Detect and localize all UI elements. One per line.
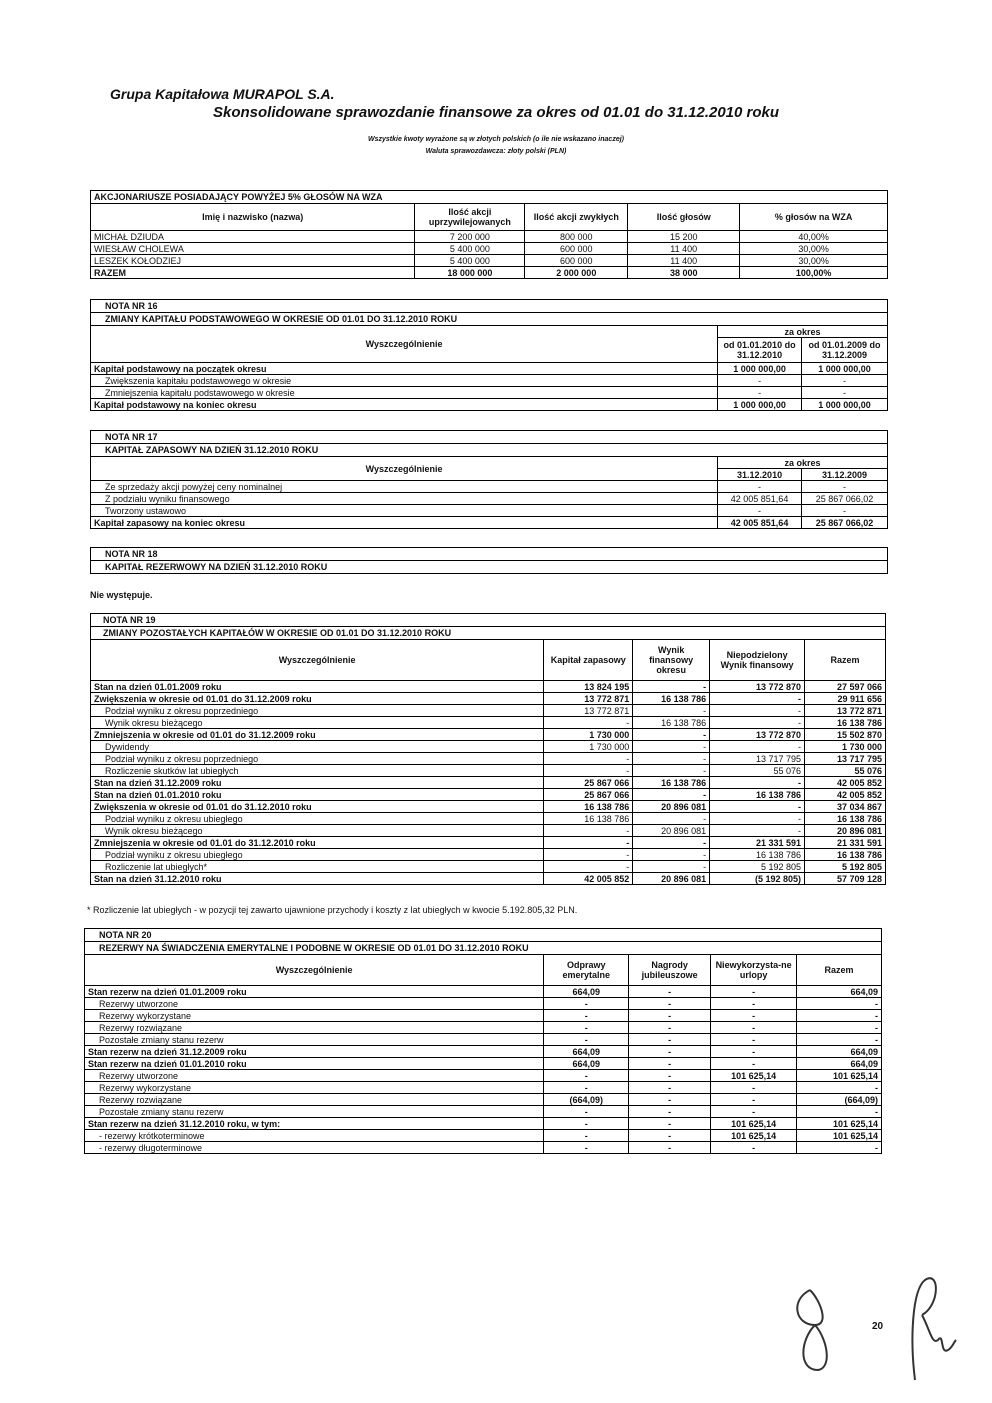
note-title: ZMIANY KAPITAŁU PODSTAWOWEGO W OKRESIE OD 01.01 DO 31.12.2010 ROKU bbox=[91, 313, 888, 326]
cell-value: 42 005 851,64 bbox=[718, 493, 802, 505]
cell-value: - bbox=[711, 1010, 797, 1022]
cell-value: 16 138 786 bbox=[633, 777, 710, 789]
cell-value: 2 000 000 bbox=[525, 267, 628, 279]
table-row bbox=[91, 741, 886, 753]
cell-value: 1 000 000,00 bbox=[802, 399, 888, 411]
cell-value: 16 138 786 bbox=[805, 813, 886, 825]
table-row bbox=[91, 813, 886, 825]
cell-value: - bbox=[802, 387, 888, 399]
cell-value: 664,09 bbox=[797, 986, 882, 998]
cell-value: - bbox=[629, 986, 711, 998]
table-row bbox=[91, 399, 888, 411]
table-row bbox=[85, 1046, 882, 1058]
cell-value: 7 200 000 bbox=[415, 231, 525, 243]
row-label: Zwiększenia w okresie od 01.01 do 31.12.2010 roku bbox=[91, 801, 544, 813]
note16-table bbox=[90, 299, 888, 411]
table-row bbox=[91, 717, 886, 729]
row-label: Stan na dzień 01.01.2009 roku bbox=[91, 681, 544, 693]
col-header: Niewykorzysta-ne urlopy bbox=[711, 955, 797, 986]
cell-value: 16 138 786 bbox=[710, 849, 805, 861]
cell-value: - bbox=[629, 1046, 711, 1058]
row-label: Stan na dzień 01.01.2010 roku bbox=[91, 789, 544, 801]
cell-value: 664,09 bbox=[544, 1058, 629, 1070]
table-row bbox=[91, 849, 886, 861]
cell-value: 1 000 000,00 bbox=[718, 363, 802, 375]
row-label: Rezerwy wykorzystane bbox=[85, 1010, 544, 1022]
cell-value: - bbox=[710, 813, 805, 825]
cell-value: - bbox=[544, 1010, 629, 1022]
cell-value: 20 896 081 bbox=[633, 825, 710, 837]
cell-value: 101 625,14 bbox=[711, 1118, 797, 1130]
cell-value: - bbox=[633, 789, 710, 801]
cell-value: - bbox=[797, 1142, 882, 1154]
cell-value: 15 502 870 bbox=[805, 729, 886, 741]
cell-value: 11 400 bbox=[628, 243, 740, 255]
note-number: NOTA NR 16 bbox=[91, 300, 888, 313]
cell-value: 101 625,14 bbox=[797, 1130, 882, 1142]
col-header: % głosów na WZA bbox=[740, 204, 888, 231]
col-header: Wyszczególnienie bbox=[91, 326, 718, 363]
cell-value: - bbox=[544, 1118, 629, 1130]
table-row bbox=[91, 693, 886, 705]
cell-value: - bbox=[544, 861, 633, 873]
cell-value: 25 867 066 bbox=[544, 789, 633, 801]
col-header: Niepodzielony Wynik finansowy bbox=[710, 640, 805, 681]
cell-value: 11 400 bbox=[628, 255, 740, 267]
table-row bbox=[91, 363, 888, 375]
table-row bbox=[91, 231, 888, 243]
cell-value: - bbox=[710, 741, 805, 753]
period-header: od 01.01.2010 do 31.12.2010 bbox=[718, 338, 802, 363]
cell-value: - bbox=[629, 1022, 711, 1034]
cell-value: - bbox=[629, 1034, 711, 1046]
cell-value: 1 000 000,00 bbox=[718, 399, 802, 411]
table-row bbox=[91, 243, 888, 255]
cell-value: 5 192 805 bbox=[710, 861, 805, 873]
date-header: 31.12.2010 bbox=[718, 469, 802, 481]
col-header: Wynik finansowy okresu bbox=[633, 640, 710, 681]
cell-value: - bbox=[544, 837, 633, 849]
cell-value: - bbox=[629, 1130, 711, 1142]
cell-value: 25 867 066 bbox=[544, 777, 633, 789]
cell-value: - bbox=[802, 375, 888, 387]
cell-value: - bbox=[797, 1082, 882, 1094]
cell-value: 25 867 066,02 bbox=[802, 517, 888, 529]
shareholders-title: AKCJONARIUSZE POSIADAJĄCY POWYŻEJ 5% GŁOSÓW NA WZA bbox=[91, 191, 888, 204]
cell-value: 29 911 656 bbox=[805, 693, 886, 705]
row-label: Podział wyniku z okresu ubiegłego bbox=[91, 849, 544, 861]
cell-value: - bbox=[544, 1022, 629, 1034]
col-header: Wyszczególnienie bbox=[85, 955, 544, 986]
row-label: Dywidendy bbox=[91, 741, 544, 753]
col-header: Imię i nazwisko (nazwa) bbox=[91, 204, 415, 231]
cell-value: - bbox=[711, 1082, 797, 1094]
note-number: NOTA NR 19 bbox=[91, 614, 886, 627]
cell-value: 55 076 bbox=[805, 765, 886, 777]
cell-value: - bbox=[797, 998, 882, 1010]
cell-value: (664,09) bbox=[544, 1094, 629, 1106]
col-header: Wyszczególnienie bbox=[91, 640, 544, 681]
row-label: Stan na dzień 31.12.2009 roku bbox=[91, 777, 544, 789]
cell-value: 1 000 000,00 bbox=[802, 363, 888, 375]
cell-value: 42 005 852 bbox=[805, 777, 886, 789]
table-row bbox=[85, 1010, 882, 1022]
row-label: Pozostałe zmiany stanu rezerw bbox=[85, 1034, 544, 1046]
cell-value: - bbox=[633, 741, 710, 753]
cell-value: - bbox=[544, 825, 633, 837]
row-label: Rezerwy wykorzystane bbox=[85, 1082, 544, 1094]
cell-value: - bbox=[711, 1046, 797, 1058]
cell-value: - bbox=[629, 1118, 711, 1130]
cell-value: (664,09) bbox=[797, 1094, 882, 1106]
row-label: - rezerwy krótkoterminowe bbox=[85, 1130, 544, 1142]
cell-value: 37 034 867 bbox=[805, 801, 886, 813]
cell-value: - bbox=[711, 1058, 797, 1070]
row-label: MICHAŁ DZIUDA bbox=[91, 231, 415, 243]
table-row bbox=[91, 837, 886, 849]
currency-note: Waluta sprawozdawcza: złoty polski (PLN) bbox=[425, 148, 567, 155]
cell-value: - bbox=[544, 1106, 629, 1118]
cell-value: 664,09 bbox=[797, 1058, 882, 1070]
cell-value: - bbox=[710, 777, 805, 789]
cell-value: - bbox=[711, 1022, 797, 1034]
table-row bbox=[85, 1070, 882, 1082]
row-label: Rezerwy utworzone bbox=[85, 998, 544, 1010]
note-title: KAPITAŁ ZAPASOWY NA DZIEŃ 31.12.2010 ROKU bbox=[91, 444, 888, 457]
cell-value: - bbox=[797, 1022, 882, 1034]
cell-value: 18 000 000 bbox=[415, 267, 525, 279]
note-number: NOTA NR 20 bbox=[85, 929, 882, 942]
row-label: Kapitał podstawowy na początek okresu bbox=[91, 363, 718, 375]
row-label: Rezerwy utworzone bbox=[85, 1070, 544, 1082]
row-label: Zmniejszenia kapitału podstawowego w okresie bbox=[91, 387, 718, 399]
col-header: Ilość akcji uprzywilejowanych bbox=[415, 204, 525, 231]
cell-value: 13 772 870 bbox=[710, 729, 805, 741]
table-row bbox=[91, 861, 886, 873]
cell-value: 16 138 786 bbox=[805, 849, 886, 861]
amounts-note: Wszystkie kwoty wyrażone są w złotych polskich (o ile nie wskazano inaczej) bbox=[368, 136, 624, 143]
page-number: 20 bbox=[872, 1321, 884, 1332]
cell-value: 20 896 081 bbox=[633, 873, 710, 885]
table-row bbox=[85, 1094, 882, 1106]
cell-value: 30,00% bbox=[740, 243, 888, 255]
period-header: od 01.01.2009 do 31.12.2009 bbox=[802, 338, 888, 363]
col-header: Ilość akcji zwykłych bbox=[525, 204, 628, 231]
table-row bbox=[85, 1106, 882, 1118]
cell-value: 42 005 852 bbox=[805, 789, 886, 801]
note19-footnote: * Rozliczenie lat ubiegłych - w pozycji tej zawarto ujawnione przychody i koszty z lat ubiegłych w kwocie 5.192.805,32 PLN. bbox=[87, 905, 578, 915]
table-row bbox=[91, 801, 886, 813]
table-row bbox=[91, 753, 886, 765]
cell-value: - bbox=[633, 705, 710, 717]
cell-value: - bbox=[802, 505, 888, 517]
cell-value: 25 867 066,02 bbox=[802, 493, 888, 505]
row-label: Rozliczenie lat ubiegłych* bbox=[91, 861, 544, 873]
table-row bbox=[85, 986, 882, 998]
row-label: Stan rezerw na dzień 01.01.2009 roku bbox=[85, 986, 544, 998]
cell-value: - bbox=[633, 753, 710, 765]
cell-value: - bbox=[710, 705, 805, 717]
cell-value: (5 192 805) bbox=[710, 873, 805, 885]
note18-remark: Nie występuje. bbox=[90, 590, 153, 600]
table-row bbox=[85, 1058, 882, 1070]
cell-value: - bbox=[711, 986, 797, 998]
table-row bbox=[91, 705, 886, 717]
table-row bbox=[91, 481, 888, 493]
table-row bbox=[91, 729, 886, 741]
cell-value: - bbox=[544, 849, 633, 861]
cell-value: 664,09 bbox=[544, 986, 629, 998]
col-header: Kapitał zapasowy bbox=[544, 640, 633, 681]
cell-value: - bbox=[797, 1106, 882, 1118]
col-header: Razem bbox=[805, 640, 886, 681]
note17-table bbox=[90, 430, 888, 529]
cell-value: 27 597 066 bbox=[805, 681, 886, 693]
table-row bbox=[91, 825, 886, 837]
period-label: za okres bbox=[718, 457, 888, 469]
cell-value: 664,09 bbox=[544, 1046, 629, 1058]
table-row bbox=[91, 505, 888, 517]
cell-value: 1 730 000 bbox=[544, 741, 633, 753]
cell-value: 21 331 591 bbox=[805, 837, 886, 849]
table-row bbox=[91, 375, 888, 387]
cell-value: 20 896 081 bbox=[805, 825, 886, 837]
row-label: WIESŁAW CHOLEWA bbox=[91, 243, 415, 255]
cell-value: 13 717 795 bbox=[710, 753, 805, 765]
cell-value: - bbox=[718, 481, 802, 493]
cell-value: - bbox=[797, 1010, 882, 1022]
table-row bbox=[91, 789, 886, 801]
row-label: Podział wyniku z okresu ubiegłego bbox=[91, 813, 544, 825]
cell-value: 101 625,14 bbox=[711, 1130, 797, 1142]
cell-value: - bbox=[633, 729, 710, 741]
table-row bbox=[91, 765, 886, 777]
cell-value: 5 400 000 bbox=[415, 243, 525, 255]
signature-mark bbox=[780, 1280, 840, 1380]
table-row bbox=[85, 1142, 882, 1154]
cell-value: - bbox=[629, 1082, 711, 1094]
row-label: Rezerwy rozwiązane bbox=[85, 1094, 544, 1106]
cell-value: - bbox=[718, 387, 802, 399]
note-title: KAPITAŁ REZERWOWY NA DZIEŃ 31.12.2010 ROKU bbox=[91, 561, 888, 574]
cell-value: - bbox=[633, 837, 710, 849]
cell-value: - bbox=[544, 1070, 629, 1082]
cell-value: 16 138 786 bbox=[544, 813, 633, 825]
cell-value: 13 824 195 bbox=[544, 681, 633, 693]
cell-value: - bbox=[629, 1010, 711, 1022]
table-row bbox=[91, 387, 888, 399]
cell-value: - bbox=[710, 693, 805, 705]
cell-value: - bbox=[544, 717, 633, 729]
shareholders-table bbox=[90, 190, 888, 279]
cell-value: 800 000 bbox=[525, 231, 628, 243]
table-row bbox=[91, 777, 886, 789]
cell-value: - bbox=[711, 998, 797, 1010]
cell-value: 16 138 786 bbox=[633, 693, 710, 705]
cell-value: - bbox=[633, 861, 710, 873]
cell-value: - bbox=[718, 375, 802, 387]
cell-value: - bbox=[711, 1034, 797, 1046]
cell-value: 13 772 871 bbox=[544, 693, 633, 705]
cell-value: - bbox=[633, 813, 710, 825]
cell-value: - bbox=[629, 1106, 711, 1118]
col-header: Odprawy emerytalne bbox=[544, 955, 629, 986]
cell-value: 101 625,14 bbox=[797, 1070, 882, 1082]
cell-value: 13 772 870 bbox=[710, 681, 805, 693]
cell-value: - bbox=[633, 765, 710, 777]
cell-value: - bbox=[629, 1070, 711, 1082]
cell-value: - bbox=[710, 801, 805, 813]
row-label: Podział wyniku z okresu poprzedniego bbox=[91, 753, 544, 765]
row-label: Pozostałe zmiany stanu rezerw bbox=[85, 1106, 544, 1118]
row-label: Rezerwy rozwiązane bbox=[85, 1022, 544, 1034]
cell-value: 38 000 bbox=[628, 267, 740, 279]
row-label: Stan na dzień 31.12.2010 roku bbox=[91, 873, 544, 885]
row-label: Kapitał podstawowy na koniec okresu bbox=[91, 399, 718, 411]
col-header: Nagrody jubileuszowe bbox=[629, 955, 711, 986]
cell-value: 5 400 000 bbox=[415, 255, 525, 267]
cell-value: - bbox=[544, 765, 633, 777]
cell-value: 16 138 786 bbox=[633, 717, 710, 729]
cell-value: - bbox=[629, 1094, 711, 1106]
table-row bbox=[91, 873, 886, 885]
cell-value: 1 730 000 bbox=[544, 729, 633, 741]
row-label: Stan rezerw na dzień 31.12.2010 roku, w tym: bbox=[85, 1118, 544, 1130]
cell-value: 5 192 805 bbox=[805, 861, 886, 873]
cell-value: - bbox=[711, 1106, 797, 1118]
note-number: NOTA NR 18 bbox=[91, 548, 888, 561]
cell-value: - bbox=[629, 998, 711, 1010]
note18-table bbox=[90, 547, 888, 574]
cell-value: - bbox=[629, 1058, 711, 1070]
cell-value: 13 717 795 bbox=[805, 753, 886, 765]
row-label: Zwiększenia w okresie od 01.01 do 31.12.2009 roku bbox=[91, 693, 544, 705]
cell-value: 13 772 871 bbox=[544, 705, 633, 717]
row-label: LESZEK KOŁODZIEJ bbox=[91, 255, 415, 267]
cell-value: - bbox=[544, 753, 633, 765]
cell-value: - bbox=[544, 1130, 629, 1142]
note-number: NOTA NR 17 bbox=[91, 431, 888, 444]
note-title: REZERWY NA ŚWIADCZENIA EMERYTALNE I PODOBNE W OKRESIE OD 01.01 DO 31.12.2010 ROKU bbox=[85, 942, 882, 955]
cell-value: - bbox=[544, 998, 629, 1010]
cell-value: 1 730 000 bbox=[805, 741, 886, 753]
table-row bbox=[91, 517, 888, 529]
cell-value: 55 076 bbox=[710, 765, 805, 777]
cell-value: 16 138 786 bbox=[805, 717, 886, 729]
cell-value: 42 005 851,64 bbox=[718, 517, 802, 529]
row-label: - rezerwy długoterminowe bbox=[85, 1142, 544, 1154]
cell-value: - bbox=[710, 717, 805, 729]
cell-value: 600 000 bbox=[525, 243, 628, 255]
cell-value: 57 709 128 bbox=[805, 873, 886, 885]
date-header: 31.12.2009 bbox=[802, 469, 888, 481]
col-header: Razem bbox=[797, 955, 882, 986]
cell-value: - bbox=[544, 1082, 629, 1094]
table-row bbox=[91, 255, 888, 267]
row-label: Ze sprzedaży akcji powyżej ceny nominalnej bbox=[91, 481, 718, 493]
cell-value: - bbox=[633, 849, 710, 861]
row-label: Stan rezerw na dzień 01.01.2010 roku bbox=[85, 1058, 544, 1070]
period-label: za okres bbox=[718, 326, 888, 338]
row-label: Zmniejszenia w okresie od 01.01 do 31.12.2010 roku bbox=[91, 837, 544, 849]
cell-value: - bbox=[544, 1142, 629, 1154]
cell-value: - bbox=[629, 1142, 711, 1154]
cell-value: - bbox=[718, 505, 802, 517]
row-label: Kapitał zapasowy na koniec okresu bbox=[91, 517, 718, 529]
row-label: Zmniejszenia w okresie od 01.01 do 31.12.2009 roku bbox=[91, 729, 544, 741]
row-label: Rozliczenie skutków lat ubiegłych bbox=[91, 765, 544, 777]
cell-value: 100,00% bbox=[740, 267, 888, 279]
row-label: Z podziału wyniku finansowego bbox=[91, 493, 718, 505]
table-row bbox=[91, 681, 886, 693]
table-row bbox=[85, 1130, 882, 1142]
table-row bbox=[91, 493, 888, 505]
cell-value: 16 138 786 bbox=[710, 789, 805, 801]
cell-value: - bbox=[802, 481, 888, 493]
cell-value: - bbox=[711, 1142, 797, 1154]
report-title: Skonsolidowane sprawozdanie finansowe za okres od 01.01 do 31.12.2010 roku bbox=[213, 104, 780, 121]
cell-value: 40,00% bbox=[740, 231, 888, 243]
cell-value: - bbox=[797, 1034, 882, 1046]
table-row bbox=[85, 1082, 882, 1094]
cell-value: - bbox=[633, 681, 710, 693]
table-row bbox=[85, 998, 882, 1010]
cell-value: 42 005 852 bbox=[544, 873, 633, 885]
table-row bbox=[85, 1022, 882, 1034]
row-label: RAZEM bbox=[91, 267, 415, 279]
cell-value: 15 200 bbox=[628, 231, 740, 243]
col-header: Ilość głosów bbox=[628, 204, 740, 231]
note20-table bbox=[84, 928, 882, 1154]
row-label: Tworzony ustawowo bbox=[91, 505, 718, 517]
table-row bbox=[91, 267, 888, 279]
cell-value: 30,00% bbox=[740, 255, 888, 267]
cell-value: 600 000 bbox=[525, 255, 628, 267]
cell-value: 16 138 786 bbox=[544, 801, 633, 813]
table-row bbox=[85, 1034, 882, 1046]
note-title: ZMIANY POZOSTAŁYCH KAPITAŁÓW W OKRESIE OD 01.01 DO 31.12.2010 ROKU bbox=[91, 627, 886, 640]
cell-value: - bbox=[710, 825, 805, 837]
company-name: Grupa Kapitałowa MURAPOL S.A. bbox=[110, 86, 335, 102]
cell-value: - bbox=[711, 1094, 797, 1106]
row-label: Wynik okresu bieżącego bbox=[91, 717, 544, 729]
cell-value: 664,09 bbox=[797, 1046, 882, 1058]
cell-value: 13 772 871 bbox=[805, 705, 886, 717]
cell-value: 101 625,14 bbox=[797, 1118, 882, 1130]
cell-value: 21 331 591 bbox=[710, 837, 805, 849]
cell-value: 101 625,14 bbox=[711, 1070, 797, 1082]
col-header: Wyszczególnienie bbox=[91, 457, 718, 481]
cell-value: 20 896 081 bbox=[633, 801, 710, 813]
signature-mark-2 bbox=[900, 1260, 960, 1390]
row-label: Wynik okresu bieżącego bbox=[91, 825, 544, 837]
note19-table bbox=[90, 613, 886, 885]
row-label: Podział wyniku z okresu poprzedniego bbox=[91, 705, 544, 717]
row-label: Stan rezerw na dzień 31.12.2009 roku bbox=[85, 1046, 544, 1058]
row-label: Zwiększenia kapitału podstawowego w okresie bbox=[91, 375, 718, 387]
cell-value: - bbox=[544, 1034, 629, 1046]
table-row bbox=[85, 1118, 882, 1130]
